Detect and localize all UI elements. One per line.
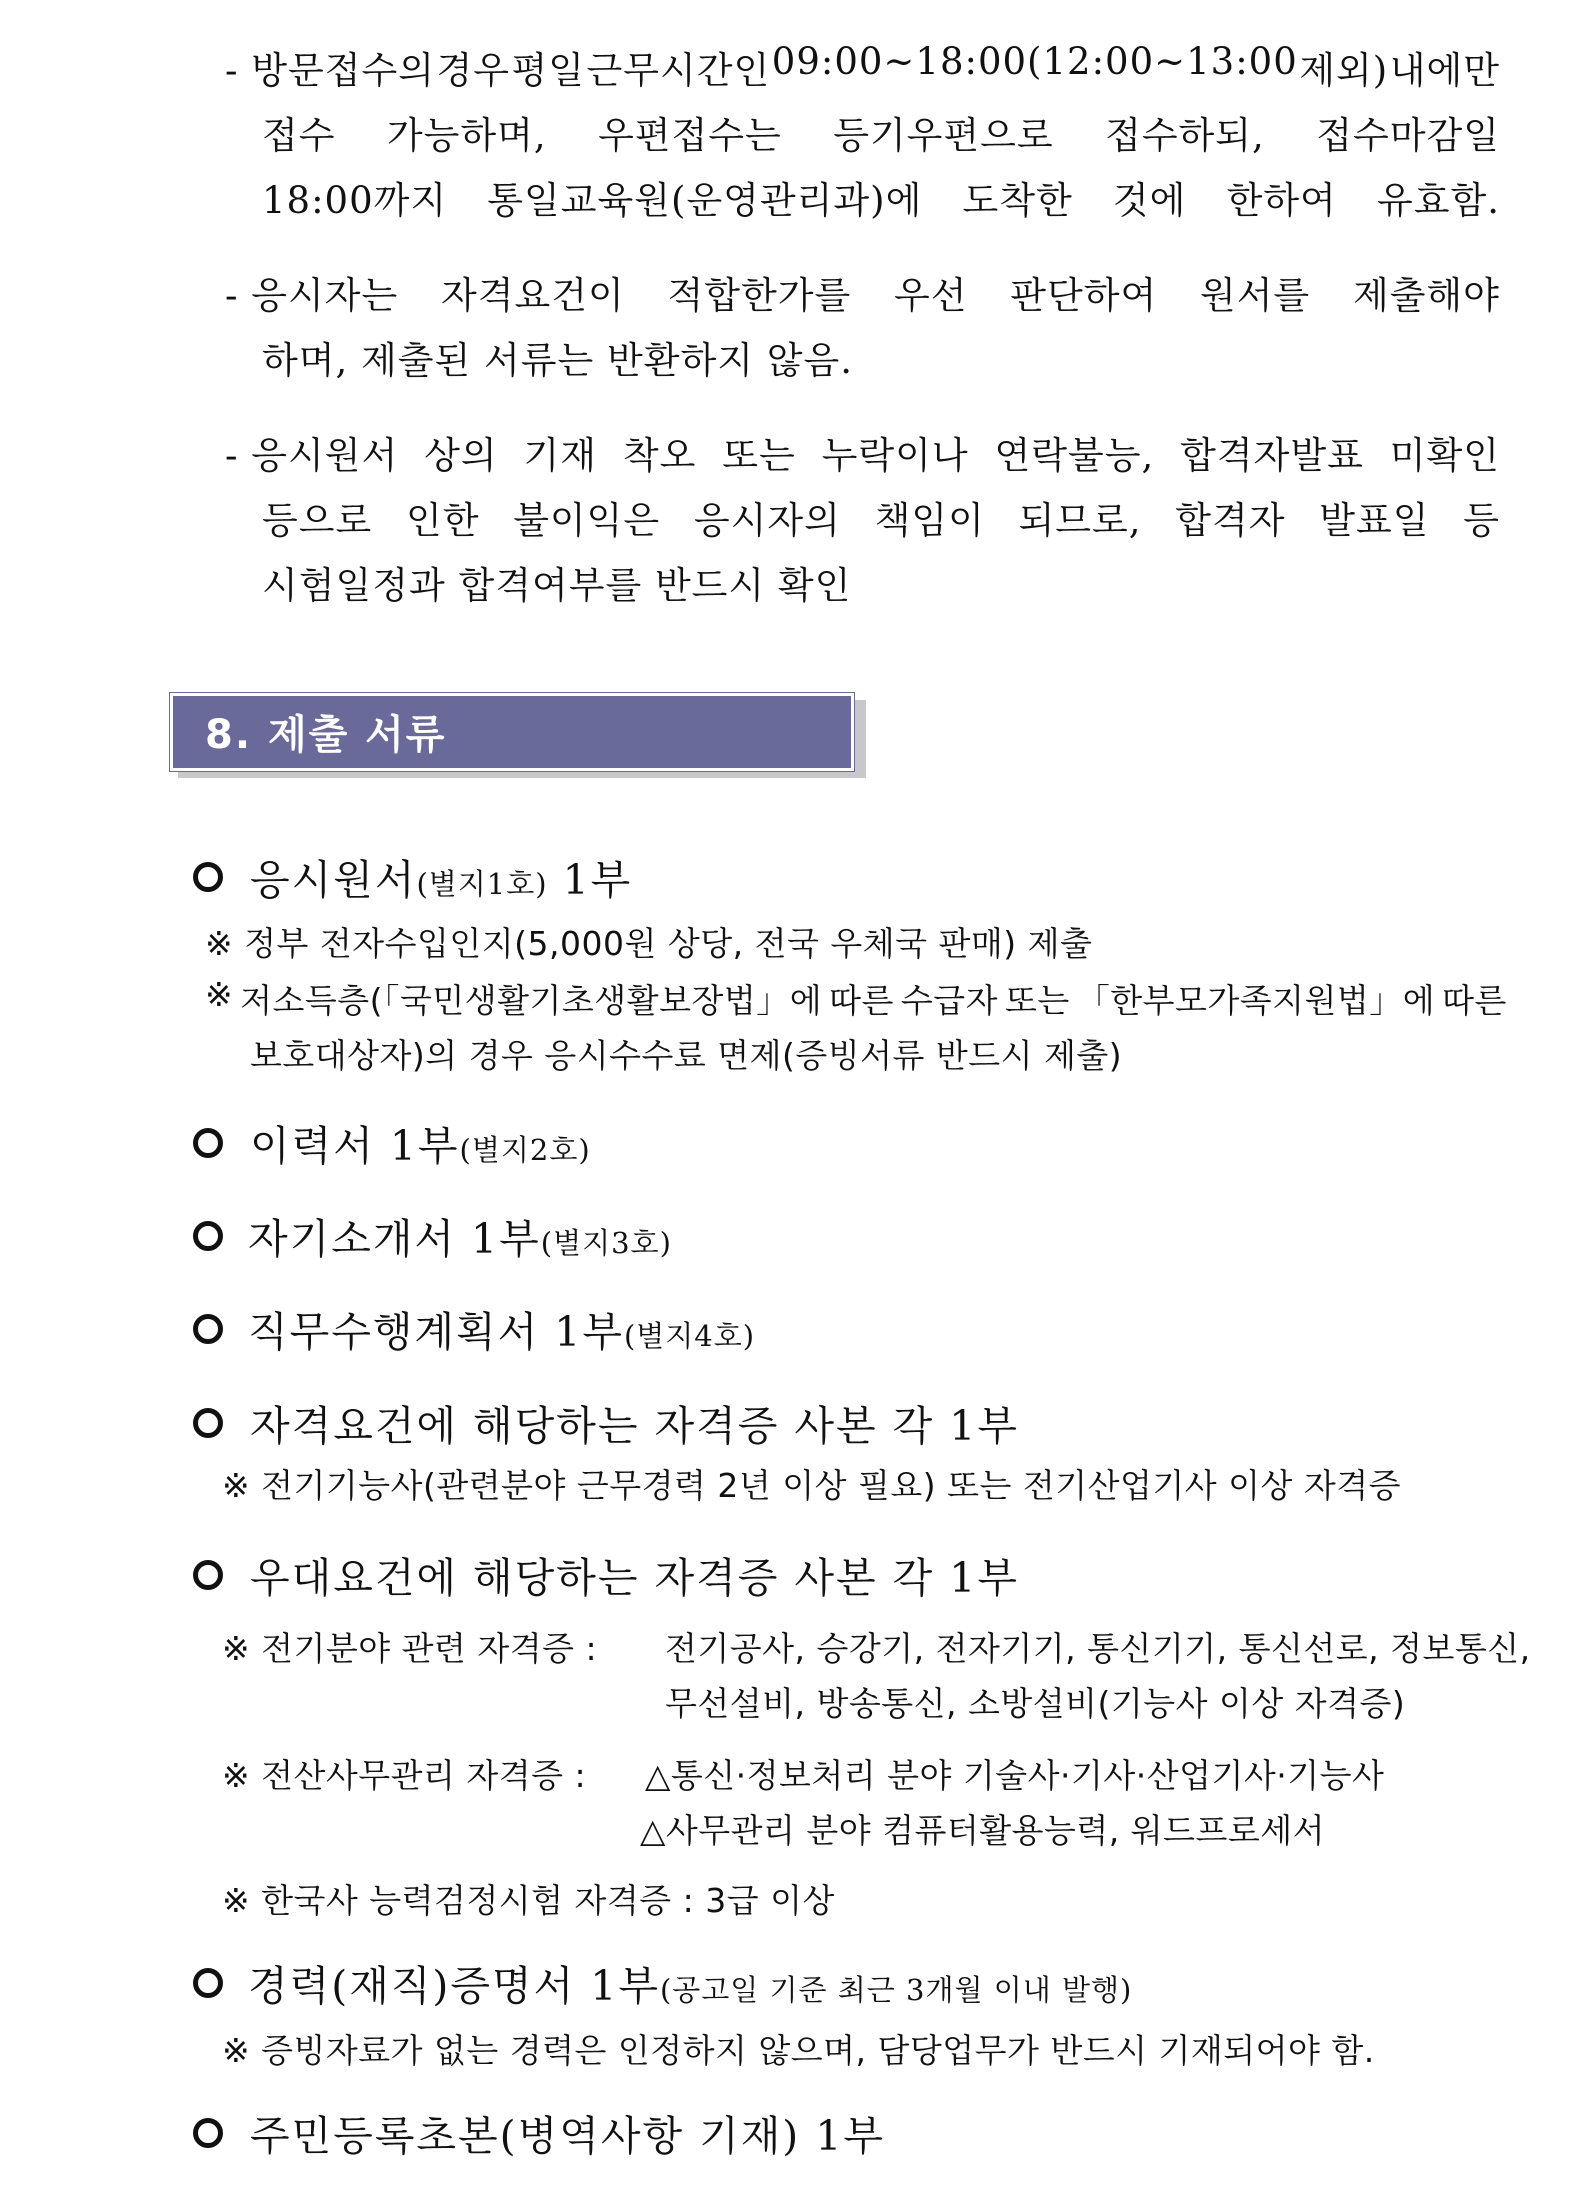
- notice-word: 접수하되,: [1105, 114, 1265, 157]
- notice-word: 등기우편으로: [833, 114, 1054, 157]
- doc-item-paren: (별지1호): [416, 867, 548, 901]
- notice-word: 내에만: [1389, 49, 1500, 92]
- doc-item-note-label: ※ 전산사무관리 자격증 :: [222, 1756, 587, 1795]
- doc-item-note: [205, 975, 1507, 1022]
- doc-item-resident: 주민등록초본(병역사항 기재) 1부: [250, 2112, 886, 2160]
- notice-word: 등: [1463, 499, 1500, 542]
- notice-word: 우편접수는: [598, 114, 782, 157]
- section-title: 8. 제출 서류: [205, 712, 447, 758]
- notice-word: 적합한가를: [667, 274, 852, 317]
- doc-item-count: 1부: [547, 856, 633, 904]
- doc-item-label: 직무수행계획서 1부: [248, 1308, 624, 1356]
- notice-line: [262, 105, 1500, 159]
- notice-word: 가능하며,: [386, 114, 547, 157]
- notice-word: 자격요건이: [441, 274, 625, 317]
- doc-item-resume: [250, 1113, 591, 1172]
- notice-word: 응시자의: [693, 499, 841, 542]
- notice-line: [262, 490, 1500, 544]
- doc-item-application: [250, 847, 632, 906]
- bullet-circle-icon: [193, 1560, 223, 1590]
- notice-word: 또는: [722, 434, 796, 477]
- doc-item-label: 경력(재직)증명서 1부: [248, 1962, 660, 2010]
- doc-item-plan: [248, 1299, 755, 1358]
- doc-item-paren: (별지2호): [459, 1133, 591, 1167]
- doc-item-preference: 우대요건에 해당하는 자격증 사본 각 1부: [250, 1554, 1019, 1602]
- notice-word: 착오: [622, 434, 697, 477]
- doc-item-intro: [248, 1206, 672, 1265]
- notice-line: 하며, 제출된 서류는 반환하지 않음.: [262, 339, 853, 382]
- bullet-circle-icon: [193, 1408, 223, 1438]
- bullet-circle-icon: [193, 1221, 223, 1251]
- note-word: 따른: [1442, 981, 1507, 1020]
- notice-word: 통일교육원(운영관리과)에: [487, 179, 923, 222]
- bullet-circle-icon: [193, 1128, 223, 1158]
- doc-item-note-value: 무선설비, 방송통신, 소방설비(기능사 이상 자격증): [665, 1684, 1406, 1723]
- notice-word: 합격자: [1175, 499, 1286, 542]
- notice-line: [262, 170, 1500, 224]
- doc-item-note: ※ 전기기능사(관련분야 근무경력 2년 이상 필요) 또는 전기산업기사 이상 자격증: [222, 1466, 1402, 1505]
- doc-item-career: [248, 1953, 1132, 2012]
- doc-item-paren: (별지4호): [623, 1319, 756, 1353]
- doc-item-note-value: 전기공사, 승강기, 전자기기, 통신기기, 통신선로, 정보통신,: [665, 1629, 1531, 1668]
- notice-word: 상의: [424, 434, 498, 477]
- notice-word: 등으로: [262, 499, 373, 542]
- doc-item-note-value: △사무관리 분야 컴퓨터활용능력, 워드프로세서: [640, 1811, 1326, 1850]
- notice-word: 원서를: [1199, 274, 1311, 317]
- notice-word: 미확인: [1389, 434, 1500, 477]
- notice-word: 경우: [436, 49, 510, 92]
- bullet-circle-icon: [193, 2118, 223, 2148]
- doc-item-paren: (별지3호): [540, 1226, 672, 1260]
- bullet-circle-icon: [193, 1968, 223, 1998]
- notice-word: 불이익은: [513, 499, 661, 542]
- notice-word: 기재: [523, 434, 597, 477]
- doc-item-note: ※ 증빙자료가 없는 경력은 인정하지 않으며, 담당업무가 반드시 기재되어야 함.: [222, 2031, 1375, 2070]
- notice-line: [225, 425, 1500, 479]
- doc-item-qualification: 자격요건에 해당하는 자격증 사본 각 1부: [250, 1402, 1019, 1450]
- doc-item-label: 이력서 1부: [250, 1122, 460, 1170]
- notice-word: 평일: [511, 49, 586, 92]
- notice-word: 누락이나: [821, 434, 969, 477]
- notice-word: - 방문접수의: [225, 49, 435, 92]
- note-word: 「한부모가족지원법」에: [1076, 981, 1436, 1020]
- note-word: 따른: [829, 981, 894, 1020]
- notice-word: 것에: [1112, 179, 1187, 222]
- notice-word: 제외): [1299, 49, 1389, 92]
- notice-word: 인한: [405, 499, 480, 542]
- notice-word: 한하여: [1226, 179, 1337, 222]
- doc-item-paren: (공고일 기준 최근 3개월 이내 발행): [659, 1973, 1133, 2007]
- notice-word: 접수마감일: [1316, 114, 1500, 157]
- notice-word: 발표일: [1319, 499, 1430, 542]
- doc-item-note-value: △통신·정보처리 분야 기술사·기사·산업기사·기능사: [645, 1756, 1385, 1795]
- doc-item-label: 자기소개서 1부: [248, 1215, 541, 1263]
- doc-item-note: ※ 정부 전자수입인지(5,000원 상당, 전국 우체국 판매) 제출: [205, 924, 1093, 963]
- note-word: ※: [205, 975, 234, 1014]
- doc-item-note: ※ 한국사 능력검정시험 자격증 : 3급 이상: [222, 1881, 835, 1920]
- notice-word: 09:00~18:00(12:00~13:00: [771, 40, 1298, 83]
- notice-word: 우선: [893, 274, 968, 317]
- notice-word: 판단하여: [1010, 274, 1158, 317]
- note-word: 수급자: [900, 981, 998, 1020]
- notice-line: 시험일정과 합격여부를 반드시 확인: [262, 564, 852, 607]
- notice-word: 되므로,: [1018, 499, 1142, 542]
- notice-word: 근무시간인: [586, 49, 771, 92]
- doc-item-note-cont: 보호대상자)의 경우 응시수수료 면제(증빙서류 반드시 제출): [250, 1036, 1123, 1075]
- notice-word: 책임이: [874, 499, 985, 542]
- notice-word: 유효함.: [1376, 179, 1500, 222]
- notice-word: 제출해야: [1352, 274, 1500, 317]
- bullet-circle-icon: [193, 1314, 223, 1344]
- notice-word: 연락불능,: [994, 434, 1155, 477]
- note-word: 또는: [1005, 981, 1070, 1020]
- notice-word: 도착한: [962, 179, 1073, 222]
- notice-line: [225, 265, 1500, 319]
- doc-item-label: 응시원서: [250, 856, 417, 904]
- notice-word: 합격자발표: [1180, 434, 1364, 477]
- notice-word: - 응시자는: [225, 274, 399, 317]
- note-word: 저소득층(「국민생활기초생활보장법」에: [240, 981, 823, 1020]
- bullet-circle-icon: [193, 862, 223, 892]
- notice-line: [225, 40, 1500, 94]
- notice-word: - 응시원서: [225, 434, 399, 477]
- notice-word: 접수: [262, 114, 336, 157]
- doc-item-note-label: ※ 전기분야 관련 자격증 :: [222, 1629, 598, 1668]
- notice-word: 18:00까지: [262, 179, 448, 222]
